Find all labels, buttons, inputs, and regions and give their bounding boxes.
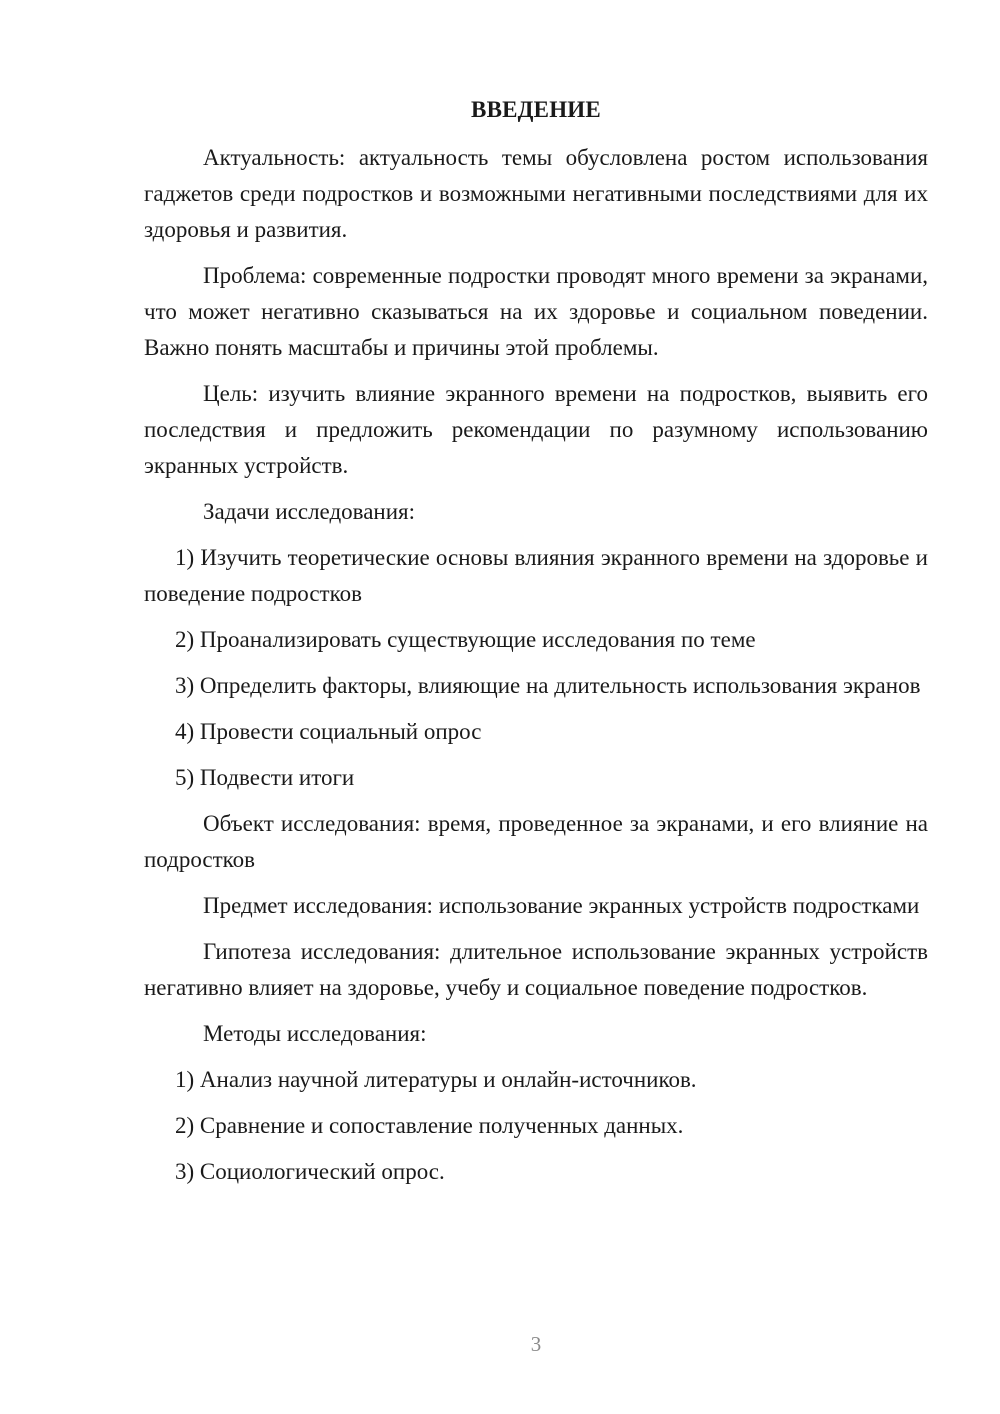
methods-heading: Методы исследования: <box>203 1021 427 1046</box>
problem-paragraph: Проблема: современные подростки проводят много времени за экранами, что может негативно сказываться на их здоровье и социальном поведении. Важно понять масштабы и причины этой проблемы. <box>144 263 928 360</box>
method-item: 3) Социологический опрос. <box>175 1159 445 1184</box>
page-number: 3 <box>530 1332 542 1356</box>
task-item: 1) Изучить теоретические основы влияния экранного времени на здоровье и поведение подростков <box>144 545 928 606</box>
goal-paragraph: Цель: изучить влияние экранного времени на подростков, выявить его последствия и предложить рекомендации по разумному использованию экранных устройств. <box>144 381 928 478</box>
task-item: 3) Определить факторы, влияющие на длительность использования экранов <box>175 673 921 698</box>
hypothesis-paragraph: Гипотеза исследования: длительное использование экранных устройств негативно влияет на здоровье, учебу и социальное поведение подростков. <box>144 939 928 1000</box>
method-item: 1) Анализ научной литературы и онлайн-источников. <box>175 1067 697 1092</box>
actuality-paragraph: Актуальность: актуальность темы обусловлена ростом использования гаджетов среди подростков и возможными негативными последствиями для их здоровья и развития. <box>144 145 928 242</box>
task-item: 2) Проанализировать существующие исследования по теме <box>175 627 756 652</box>
method-item: 2) Сравнение и сопоставление полученных данных. <box>175 1113 684 1138</box>
subject-paragraph: Предмет исследования: использование экранных устройств подростками <box>203 893 920 918</box>
tasks-heading: Задачи исследования: <box>203 499 416 524</box>
section-title: ВВЕДЕНИЕ <box>471 97 601 122</box>
task-item: 5) Подвести итоги <box>175 765 355 790</box>
task-item: 4) Провести социальный опрос <box>175 719 482 744</box>
page-content <box>144 92 928 1200</box>
object-paragraph: Объект исследования: время, проведенное за экранами, и его влияние на подростков <box>144 811 928 872</box>
